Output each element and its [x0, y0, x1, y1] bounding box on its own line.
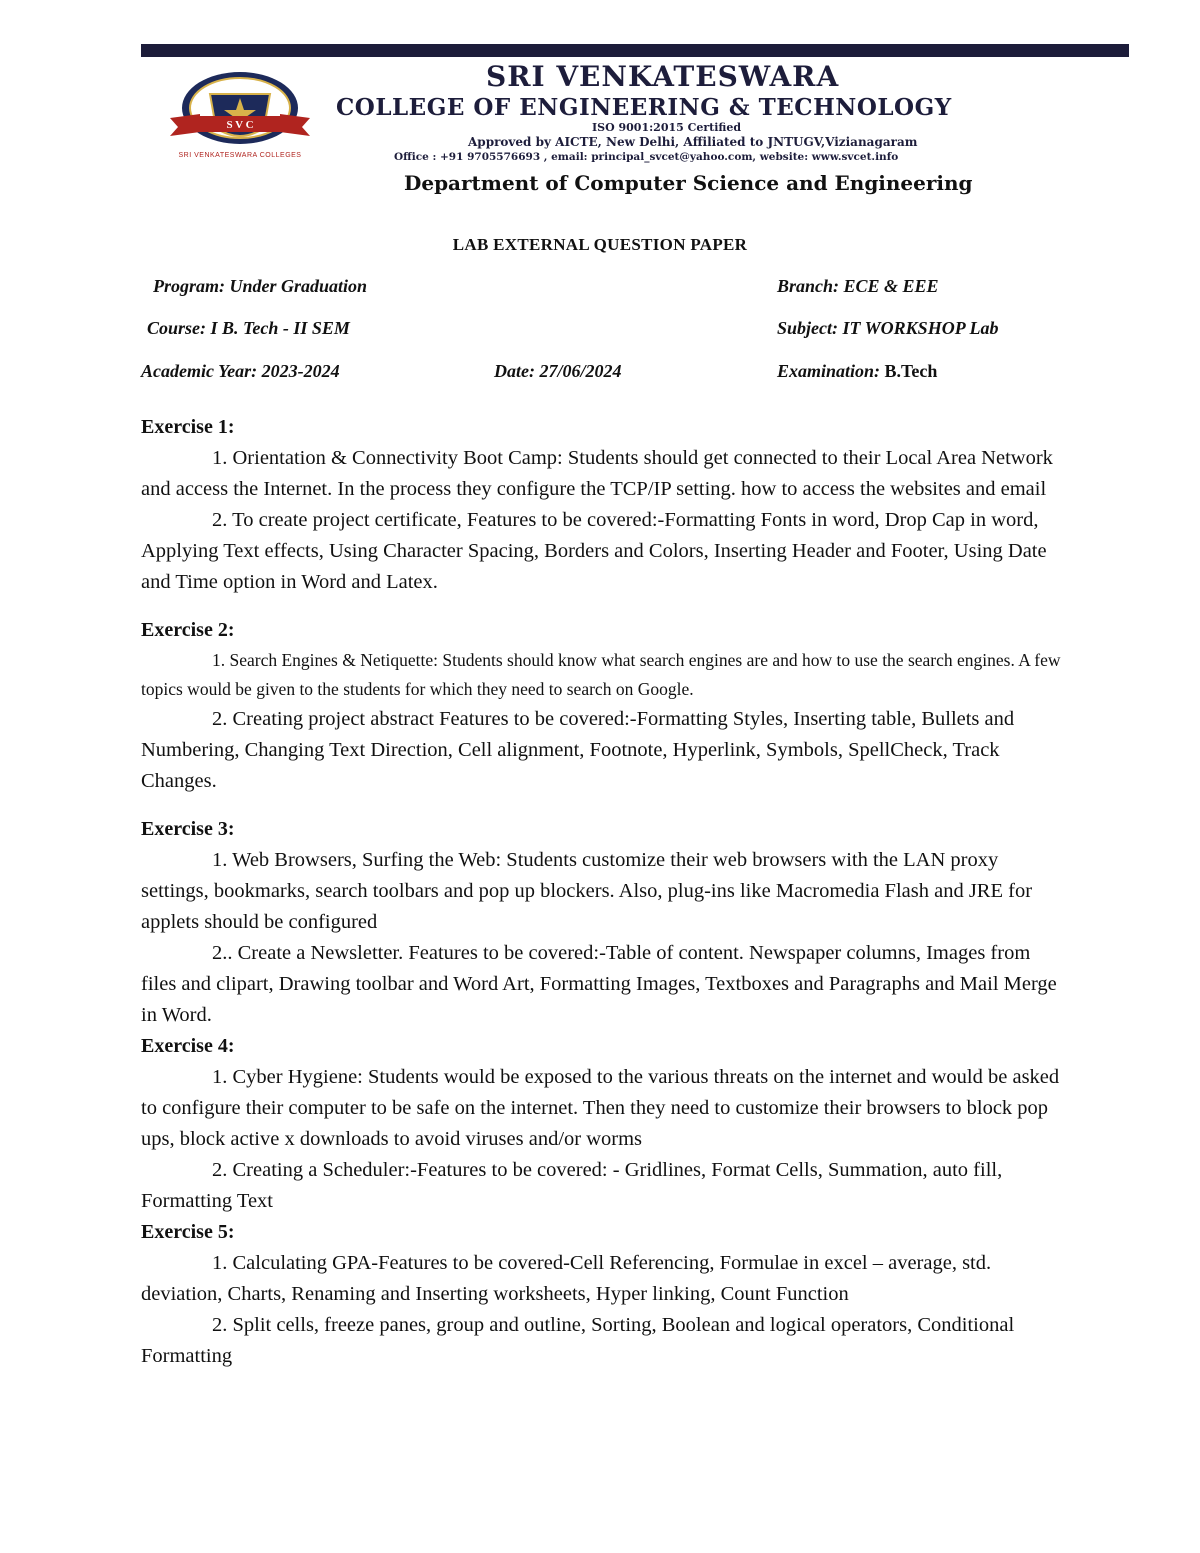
- meta-date: Date: 27/06/2024: [494, 361, 622, 381]
- exercise-title: Exercise 1:: [141, 416, 235, 438]
- exercise-item: 1. Orientation & Connectivity Boot Camp: Students should get connected to their Local Area Network and access the Internet. In the process they configure the TCP/IP setting. how to access the websites and email: [141, 447, 1053, 500]
- meta-program: Program: Under Graduation: [153, 276, 368, 296]
- office-contact: Office : +91 9705576693 , email: principal_svcet@yahoo.com, website: www.svcet.info: [394, 151, 899, 163]
- meta-branch: Branch: ECE & EEE: [777, 276, 939, 296]
- exercise-item: 2. Creating a Scheduler:-Features to be covered: - Gridlines, Format Cells, Summation, auto fill, Formatting Text: [141, 1159, 1003, 1212]
- meta-examination: [777, 361, 937, 382]
- exercise-item: 2. To create project certificate, Features to be covered:-Formatting Fonts in word, Drop Cap in word, Applying Text effects, Using Character Spacing, Borders and Colors, Inserting Header and Footer, Using Date and Time option in Word and Latex.: [141, 509, 1047, 593]
- college-name: SRI VENKATESWARA: [486, 60, 840, 93]
- exercise-item: 1. Calculating GPA-Features to be covered-Cell Referencing, Formulae in excel – average, std. deviation, Charts, Renaming and Inserting worksheets, Hyper linking, Count Function: [141, 1252, 992, 1305]
- svg-text:S V C: S V C: [226, 119, 254, 131]
- paper-title: LAB EXTERNAL QUESTION PAPER: [452, 235, 748, 254]
- meta-course: Course: I B. Tech - II SEM: [147, 318, 350, 338]
- spacer: [141, 797, 1066, 814]
- approval-line: Approved by AICTE, New Delhi, Affiliated to JNTUGV,Vizianagaram: [468, 135, 918, 149]
- spacer: [141, 598, 1066, 615]
- exercise-item: 1. Search Engines & Netiquette: Students should know what search engines are and how to use the search engines. A few topics would be given to the students for which they need to search on Google.: [141, 650, 1061, 699]
- exercise-title: Exercise 5:: [141, 1221, 235, 1243]
- meta-academic-year: Academic Year: 2023-2024: [141, 361, 340, 381]
- meta-subject: Subject: IT WORKSHOP Lab: [777, 318, 999, 338]
- exercise-item: 1. Cyber Hygiene: Students would be exposed to the various threats on the internet and would be asked to configure their computer to be safe on the internet. Then they need to customize their browsers to block pop ups, block active x downloads to avoid viruses and/or worms: [141, 1066, 1060, 1150]
- exercise-item: 1. Web Browsers, Surfing the Web: Students customize their web browsers with the LAN proxy settings, bookmarks, search toolbars and pop up blockers. Also, plug-ins like Macromedia Flash and JRE for applets should be configured: [141, 849, 1033, 933]
- exercise-item: 2. Creating project abstract Features to be covered:-Formatting Styles, Inserting table, Bullets and Numbering, Changing Text Direction, Cell alignment, Footnote, Hyperlink, Symbols, SpellCheck, Track Changes.: [141, 708, 1015, 792]
- exercise-item: 2. Split cells, freeze panes, group and outline, Sorting, Boolean and logical operators, Conditional Formatting: [141, 1314, 1015, 1367]
- exercise-item: 2.. Create a Newsletter. Features to be covered:-Table of content. Newspaper columns, Images from files and clipart, Drawing toolbar and Word Art, Formatting Images, Textboxes and Paragraphs and Mail Merge in Word.: [141, 942, 1057, 1026]
- header-bar: [141, 44, 1129, 57]
- exercise-title: Exercise 2:: [141, 619, 235, 641]
- iso-certification: ISO 9001:2015 Certified: [592, 121, 742, 134]
- exercise-title: Exercise 4:: [141, 1035, 235, 1057]
- logo-caption: SRI VENKATESWARA COLLEGES: [178, 152, 302, 159]
- college-subtitle: COLLEGE OF ENGINEERING & TECHNOLOGY: [336, 94, 952, 121]
- examination-value: B.Tech: [880, 361, 938, 381]
- exercise-title: Exercise 3:: [141, 818, 235, 840]
- examination-label: Examination:: [777, 361, 881, 381]
- department-title: Department of Computer Science and Engineering: [404, 171, 973, 195]
- exercise-list: [141, 412, 1066, 1372]
